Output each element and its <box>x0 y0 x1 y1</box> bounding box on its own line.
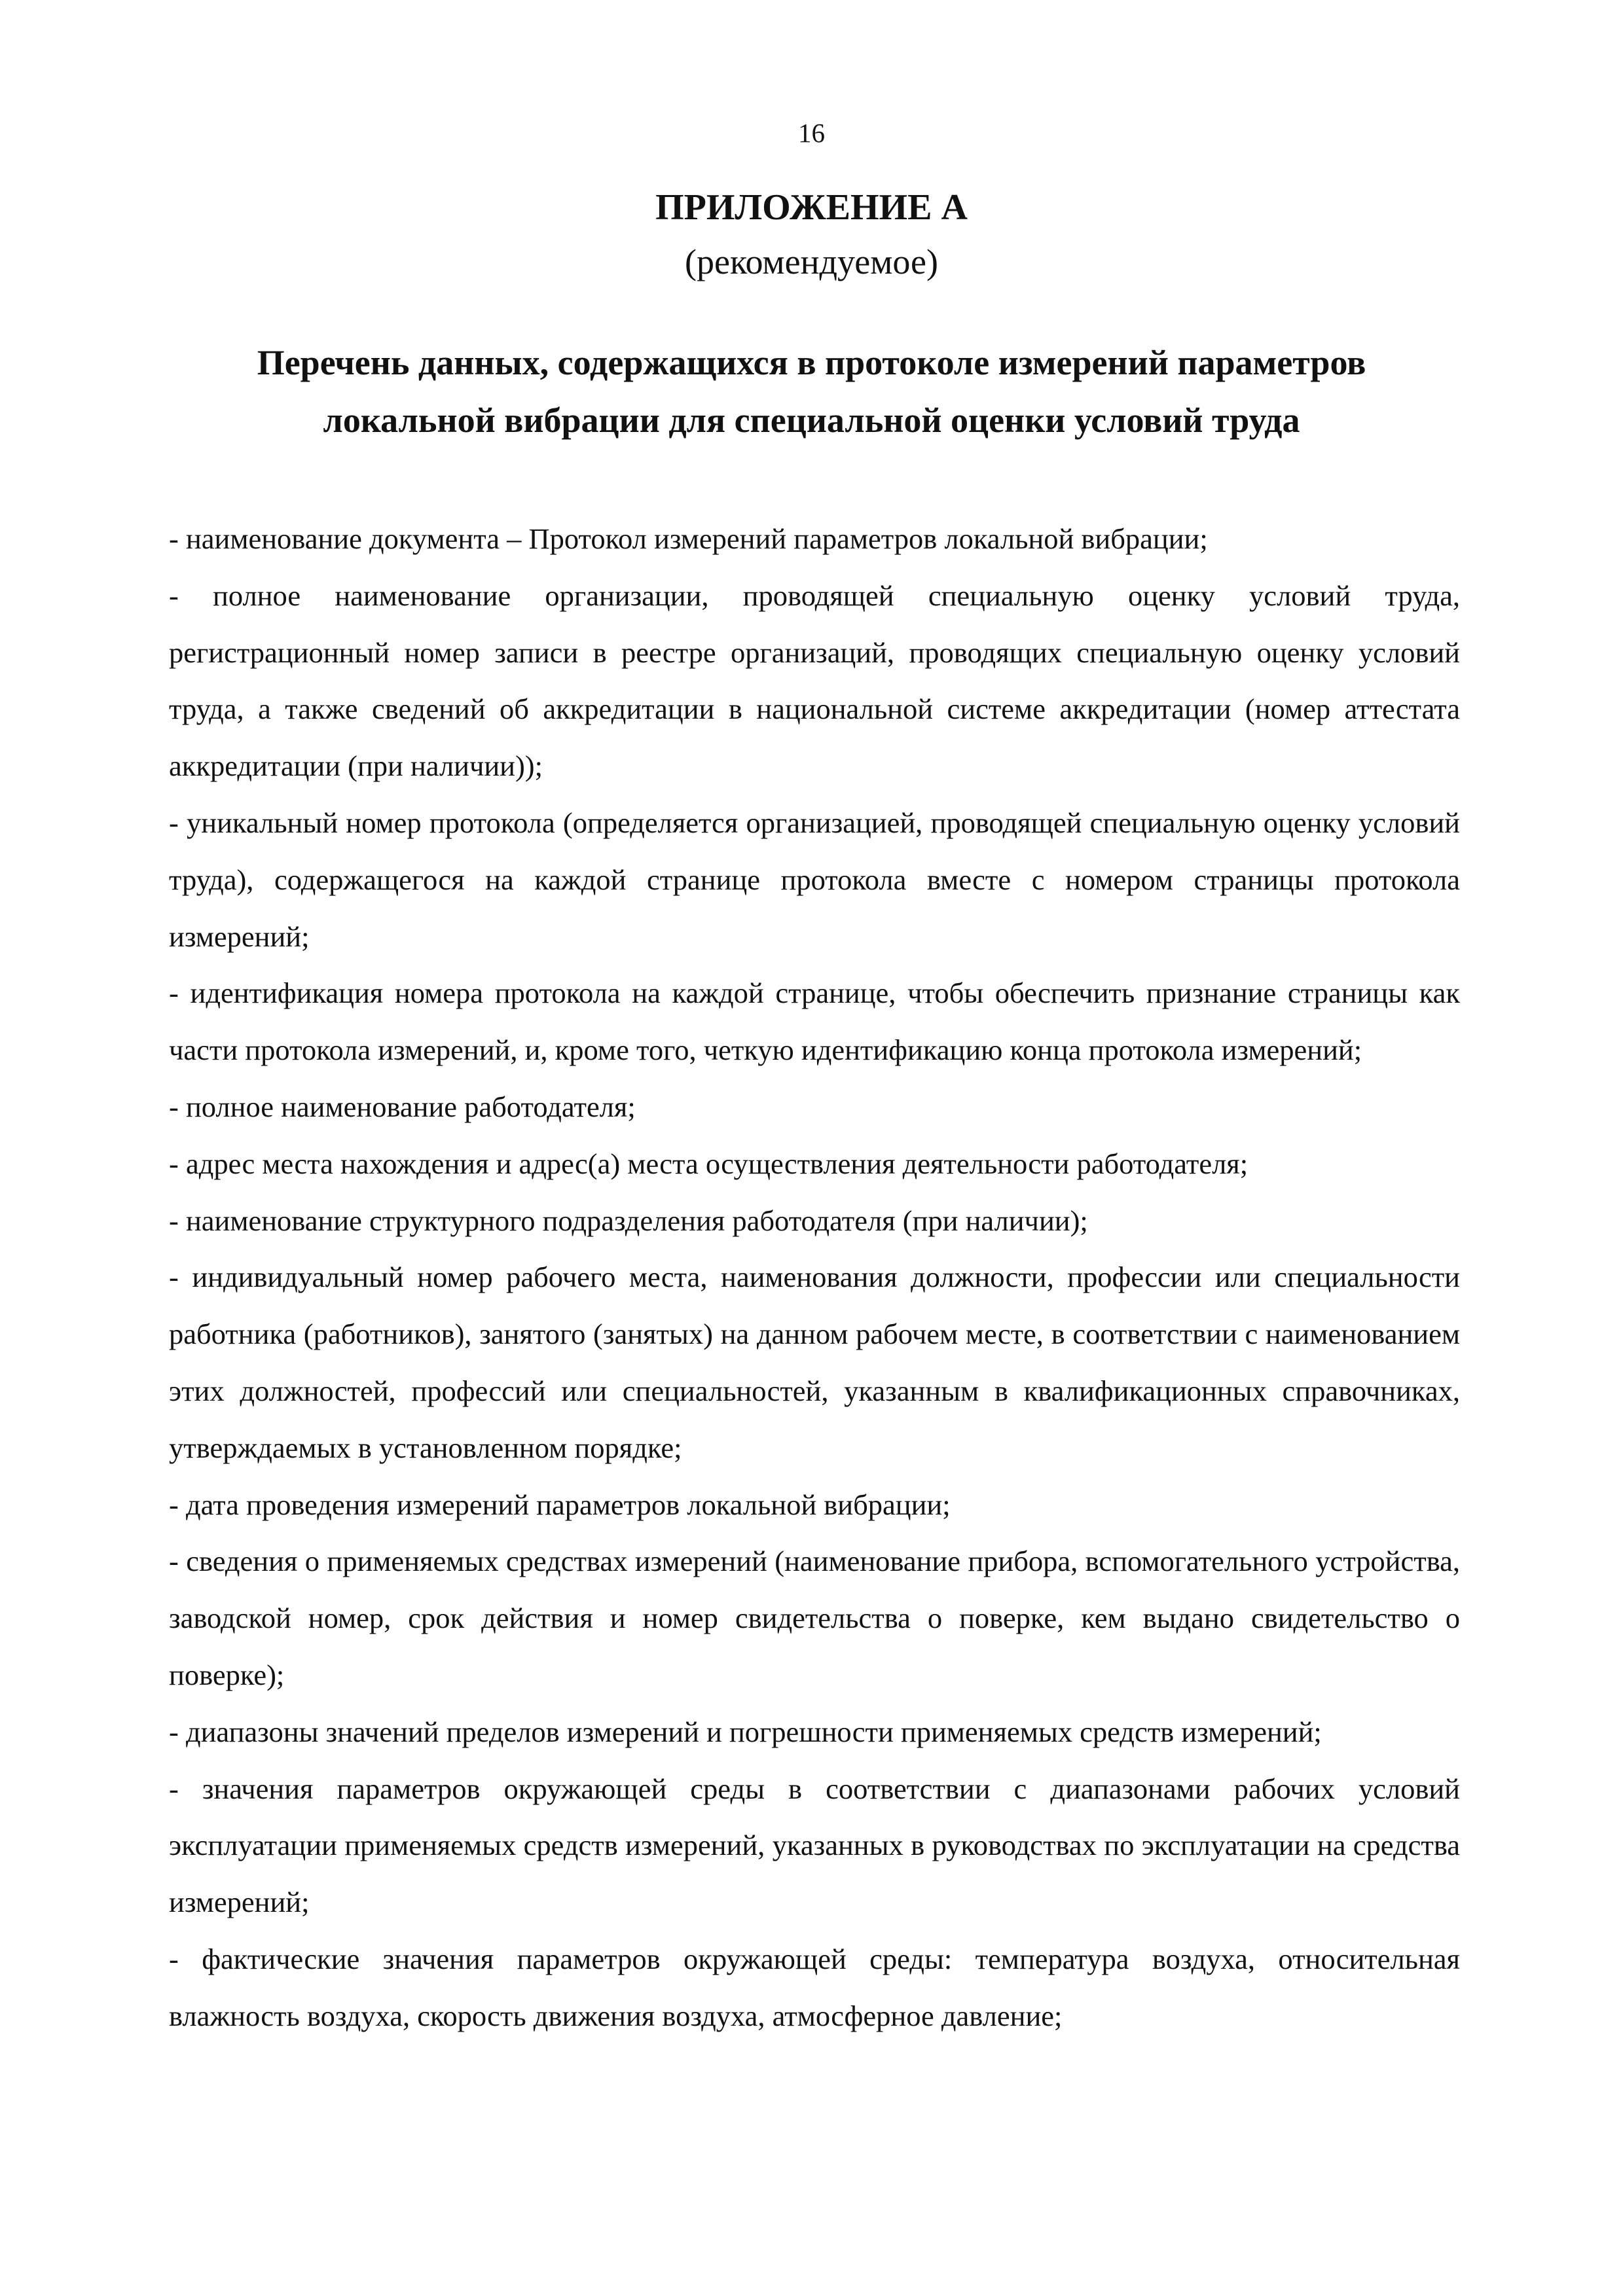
page-number: 16 <box>798 118 825 148</box>
appendix-title: ПРИЛОЖЕНИЕ А <box>655 187 968 228</box>
list-item: - диапазоны значений пределов измерений и погрешности применяемых средств измерений; <box>169 1715 1322 1748</box>
list-item: - идентификация номера протокола на каждой странице, чтобы обеспечить признание страницы как части протокола измерений, и, кроме того, четкую идентификацию конца протокола измерений; <box>169 977 1460 1067</box>
list-item: - уникальный номер протокола (определяется организацией, проводящей специальную оценку условий труда), содержащегося на каждой странице протокола вместе с номером страницы протокола измерений; <box>169 806 1460 953</box>
list-item: - наименование структурного подразделения работодателя (при наличии); <box>169 1204 1088 1237</box>
list-item: - индивидуальный номер рабочего места, наименования должности, профессии или специальности работника (работников), занятого (занятых) на данном рабочем месте, в соответствии с наименованием этих должностей, профессий или специальностей, указанным в квалификационных справочниках, утверждаемых в установленном порядке; <box>169 1261 1460 1464</box>
data-items-list <box>169 511 1460 2045</box>
list-item: - наименование документа – Протокол измерений параметров локальной вибрации; <box>169 522 1208 555</box>
list-item: - полное наименование организации, проводящей специальную оценку условий труда, регистрационный номер записи в реестре организаций, проводящих специальную оценку условий труда, а также сведений об аккредитации в национальной системе аккредитации (номер аттестата аккредитации (при наличии)); <box>169 579 1460 783</box>
document-heading-line-1: Перечень данных, содержащихся в протоколе измерений параметров <box>257 343 1366 382</box>
document-heading-line-2: локальной вибрации для специальной оценки условий труда <box>323 401 1300 440</box>
document-heading <box>131 334 1492 449</box>
list-item: - фактические значения параметров окружающей среды: температура воздуха, относительная влажность воздуха, скорость движения воздуха, атмосферное давление; <box>169 1942 1460 2032</box>
list-item: - значения параметров окружающей среды в соответствии с диапазонами рабочих условий эксплуатации применяемых средств измерений, указанных в руководствах по эксплуатации на средства измерений; <box>169 1772 1460 1919</box>
appendix-subtitle: (рекомендуемое) <box>685 242 938 281</box>
list-item: - сведения о применяемых средствах измерений (наименование прибора, вспомогательного устройства, заводской номер, срок действия и номер свидетельства о поверке, кем выдано свидетельство о поверке); <box>169 1545 1460 1691</box>
list-item: - дата проведения измерений параметров локальной вибрации; <box>169 1488 951 1521</box>
list-item: - полное наименование работодателя; <box>169 1090 636 1123</box>
list-item: - адрес места нахождения и адрес(а) места осуществления деятельности работодателя; <box>169 1147 1249 1180</box>
